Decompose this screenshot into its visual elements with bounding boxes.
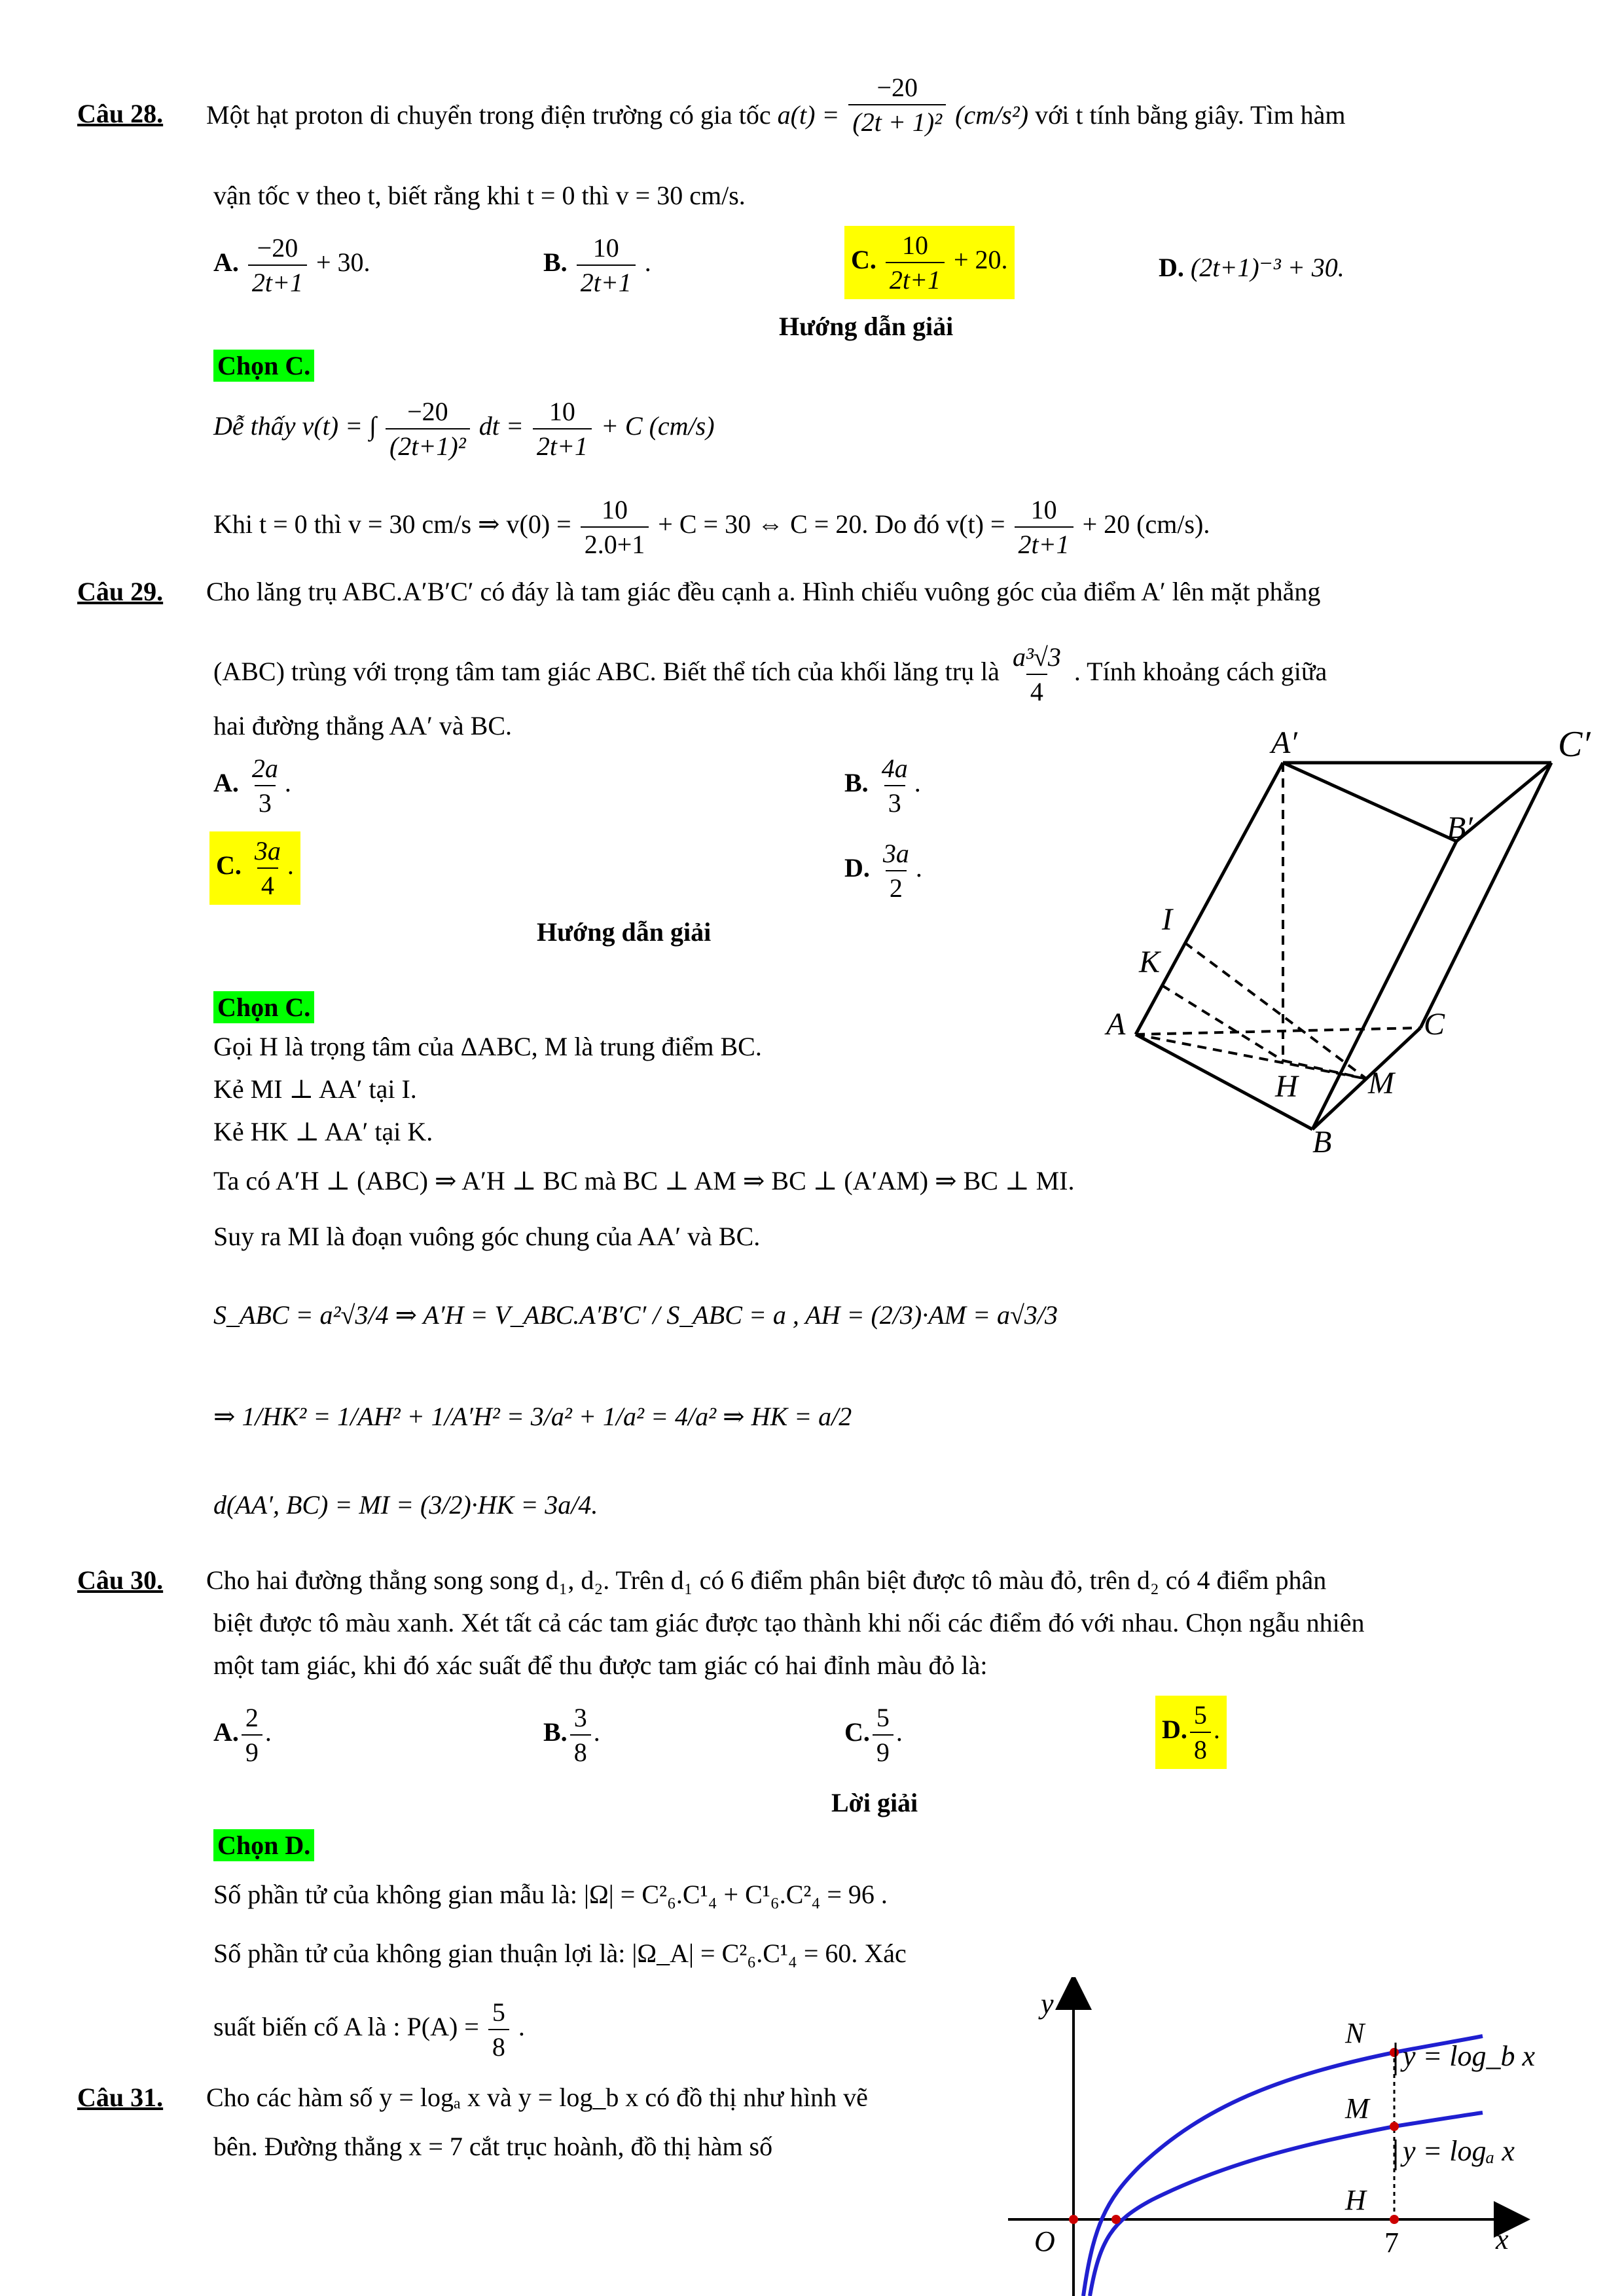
label-h-graph: H: [1345, 2184, 1366, 2216]
q29-option-c-correct: C. $\frac{3a}{4}$ .: [209, 831, 300, 905]
label-a-prime: A′: [1271, 725, 1297, 760]
q28-stem-line2: vận tốc v theo t, biết rằng khi t = 0 thì v = 30 cm/s.: [213, 181, 746, 210]
q29-line-4: Ta có A′H ⊥ (ABC) ⇒ A′H ⊥ BC mà BC ⊥ AM ⇒ BC ⊥ (A′AM) ⇒ BC ⊥ MI.: [213, 1166, 1075, 1195]
point-h: [1390, 2215, 1399, 2224]
q31-label: Câu 31.: [77, 2083, 164, 2112]
q29-line-3: Kẻ HK ⊥ AA′ tại K.: [213, 1117, 433, 1146]
label-a: A: [1106, 1007, 1126, 1042]
q28-option-c-correct: C. $\frac{10}{2t+1}$ + 20.: [844, 226, 1015, 299]
q30-line-2: Số phần tử của không gian thuận lợi là: |Ω_A| = C²₆.C¹₄ = 60. Xác: [213, 1939, 907, 1968]
q30-stem-line1: Cho hai đường thẳng song song d₁, d₂. Trên d₁ có 6 điểm phân biệt được tô màu đỏ, trên d₂ có 4 điểm phân: [206, 1565, 1327, 1595]
q28-solution-line1: Dễ thấy v(t) = ∫ $\frac{-20}{\text{(2t+1)²}}$ dt = $\frac{10}{2t+1}$ + C (cm/s): [213, 397, 715, 461]
label-n: N: [1345, 2017, 1365, 2049]
q28-label: Câu 28.: [77, 99, 164, 128]
label-c: C: [1424, 1007, 1445, 1042]
q29-choose: Chọn C.: [213, 991, 314, 1023]
q29-calc-2: ⇒ 1/HK² = 1/AH² + 1/A′H² = 3/a² + 1/a² = 4/a² ⇒ HK = a/2: [213, 1402, 852, 1431]
q29-label: Câu 29.: [77, 577, 164, 606]
q29-line-1: Gọi H là trọng tâm của ΔABC, M là trung điểm BC.: [213, 1032, 762, 1061]
label-b: B: [1312, 1125, 1332, 1152]
q30-guide-title: Lời giải: [831, 1788, 918, 1817]
q30-label: Câu 30.: [77, 1565, 164, 1595]
q28-option-a: A. $\frac{-20}{2t+1}$ + 30.: [213, 233, 370, 297]
curve-b-label: y = log_b x: [1403, 2040, 1535, 2072]
q30-option-a: A. $\frac{2}{9}$ .: [213, 1703, 272, 1767]
q29-option-a: A. $\frac{2a}{3}$ .: [213, 754, 291, 818]
point-one: [1069, 2215, 1078, 2224]
y-axis-label: y: [1041, 1988, 1054, 2020]
label-i: I: [1162, 902, 1172, 937]
q30-stem-line3: một tam giác, khi đó xác suất để thu được tam giác có hai đỉnh màu đỏ là:: [213, 1650, 988, 1680]
q28-option-b: B. $\frac{10}{2t+1}$ .: [543, 233, 651, 297]
q29-option-d: D. $\frac{3a}{2}$ .: [844, 839, 922, 903]
x-axis-label: x: [1496, 2223, 1509, 2255]
label-b-prime: B′: [1447, 811, 1473, 845]
q28-guide-title: Hướng dẫn giải: [779, 312, 954, 341]
label-c-prime: C′: [1558, 724, 1591, 765]
prism-hidden-edges: [1136, 763, 1420, 1079]
q30-line-3: suất biến cố A là : P(A) = $\frac{5}{8}$ .: [213, 1997, 525, 2062]
tick-seven: 7: [1384, 2227, 1399, 2259]
q28-stem-line1: Một hạt proton di chuyển trong điện trường có gia tốc a(t) = $\frac{-20}{\text{(2t + 1)²}}$ (cm/s²) với t tính bằng giây. Tìm hàm: [206, 73, 1346, 137]
log-graph: [1008, 1977, 1545, 2296]
origin-label: O: [1034, 2225, 1055, 2257]
q30-option-b: B. $\frac{3}{8}$ .: [543, 1703, 600, 1767]
label-k: K: [1139, 945, 1161, 979]
q29-stem-line2: (ABC) trùng với trọng tâm tam giác ABC. Biết thể tích của khối lăng trụ là $\frac{\text{a³√3}}{4}$ . Tính khoảng cách giữa: [213, 642, 1327, 706]
q29-line-5: Suy ra MI là đoạn vuông góc chung của AA′ và BC.: [213, 1222, 761, 1251]
q30-choose: Chọn D.: [213, 1829, 314, 1861]
q29-stem-line3: hai đường thẳng AA′ và BC.: [213, 711, 512, 740]
q29-stem-line1: Cho lăng trụ ABC.A′B′C′ có đáy là tam giác đều cạnh a. Hình chiếu vuông góc của điểm A′ lên mặt phẳng: [206, 577, 1321, 606]
point-n: [1390, 2048, 1399, 2057]
q31-stem-line2: bên. Đường thẳng x = 7 cắt trục hoành, đồ thị hàm số: [213, 2132, 773, 2161]
label-m-graph: M: [1345, 2092, 1369, 2124]
q30-stem-line2: biệt được tô màu xanh. Xét tất cả các tam giác được tạo thành khi nối các điểm đó với nhau. Chọn ngẫu nhiên: [213, 1608, 1365, 1637]
q29-calc-1: S_ABC = a²√3/4 ⇒ A′H = V_ABC.A′B′C′ / S_ABC = a , AH = (2/3)·AM = a√3/3: [213, 1300, 1058, 1330]
point-o-intersect: [1111, 2215, 1121, 2224]
q28-solution-line2: Khi t = 0 thì v = 30 cm/s ⇒ v(0) = $\frac{10}{2.0+1}$ + C = 30 ⇔ C = 20. Do đó v(t) = $\frac{10}{2t+1}$ + 20 (cm/s).: [213, 495, 1210, 559]
q30-option-c: C. $\frac{5}{9}$ .: [844, 1703, 903, 1767]
point-m: [1390, 2122, 1399, 2131]
q30-line-1: Số phần tử của không gian mẫu là: |Ω| = C²₆.C¹₄ + C¹₆.C²₄ = 96 .: [213, 1880, 888, 1909]
q30-option-d-correct: D. $\frac{5}{8}$ .: [1155, 1696, 1227, 1769]
q28-accel-fraction: $\frac{-20}{\text{(2t + 1)²}}$: [848, 72, 946, 137]
q31-stem-line1: Cho các hàm số y = logₐ x và y = log_b x có đồ thị như hình vẽ: [206, 2083, 868, 2112]
prism-figure: [1100, 720, 1597, 1152]
q28-option-d: D. (2t+1)⁻³ + 30.: [1159, 253, 1344, 282]
curve-a-label: y = logₐ x: [1403, 2135, 1515, 2167]
label-h: H: [1275, 1069, 1298, 1104]
label-m: M: [1368, 1066, 1394, 1101]
q28-choose: Chọn C.: [213, 350, 314, 382]
q29-calc-3: d(AA′, BC) = MI = (3/2)·HK = 3a/4.: [213, 1490, 598, 1520]
q29-option-b: B. $\frac{4a}{3}$ .: [844, 754, 921, 818]
q29-guide-title: Hướng dẫn giải: [537, 917, 712, 947]
q29-line-2: Kẻ MI ⊥ AA′ tại I.: [213, 1074, 417, 1104]
